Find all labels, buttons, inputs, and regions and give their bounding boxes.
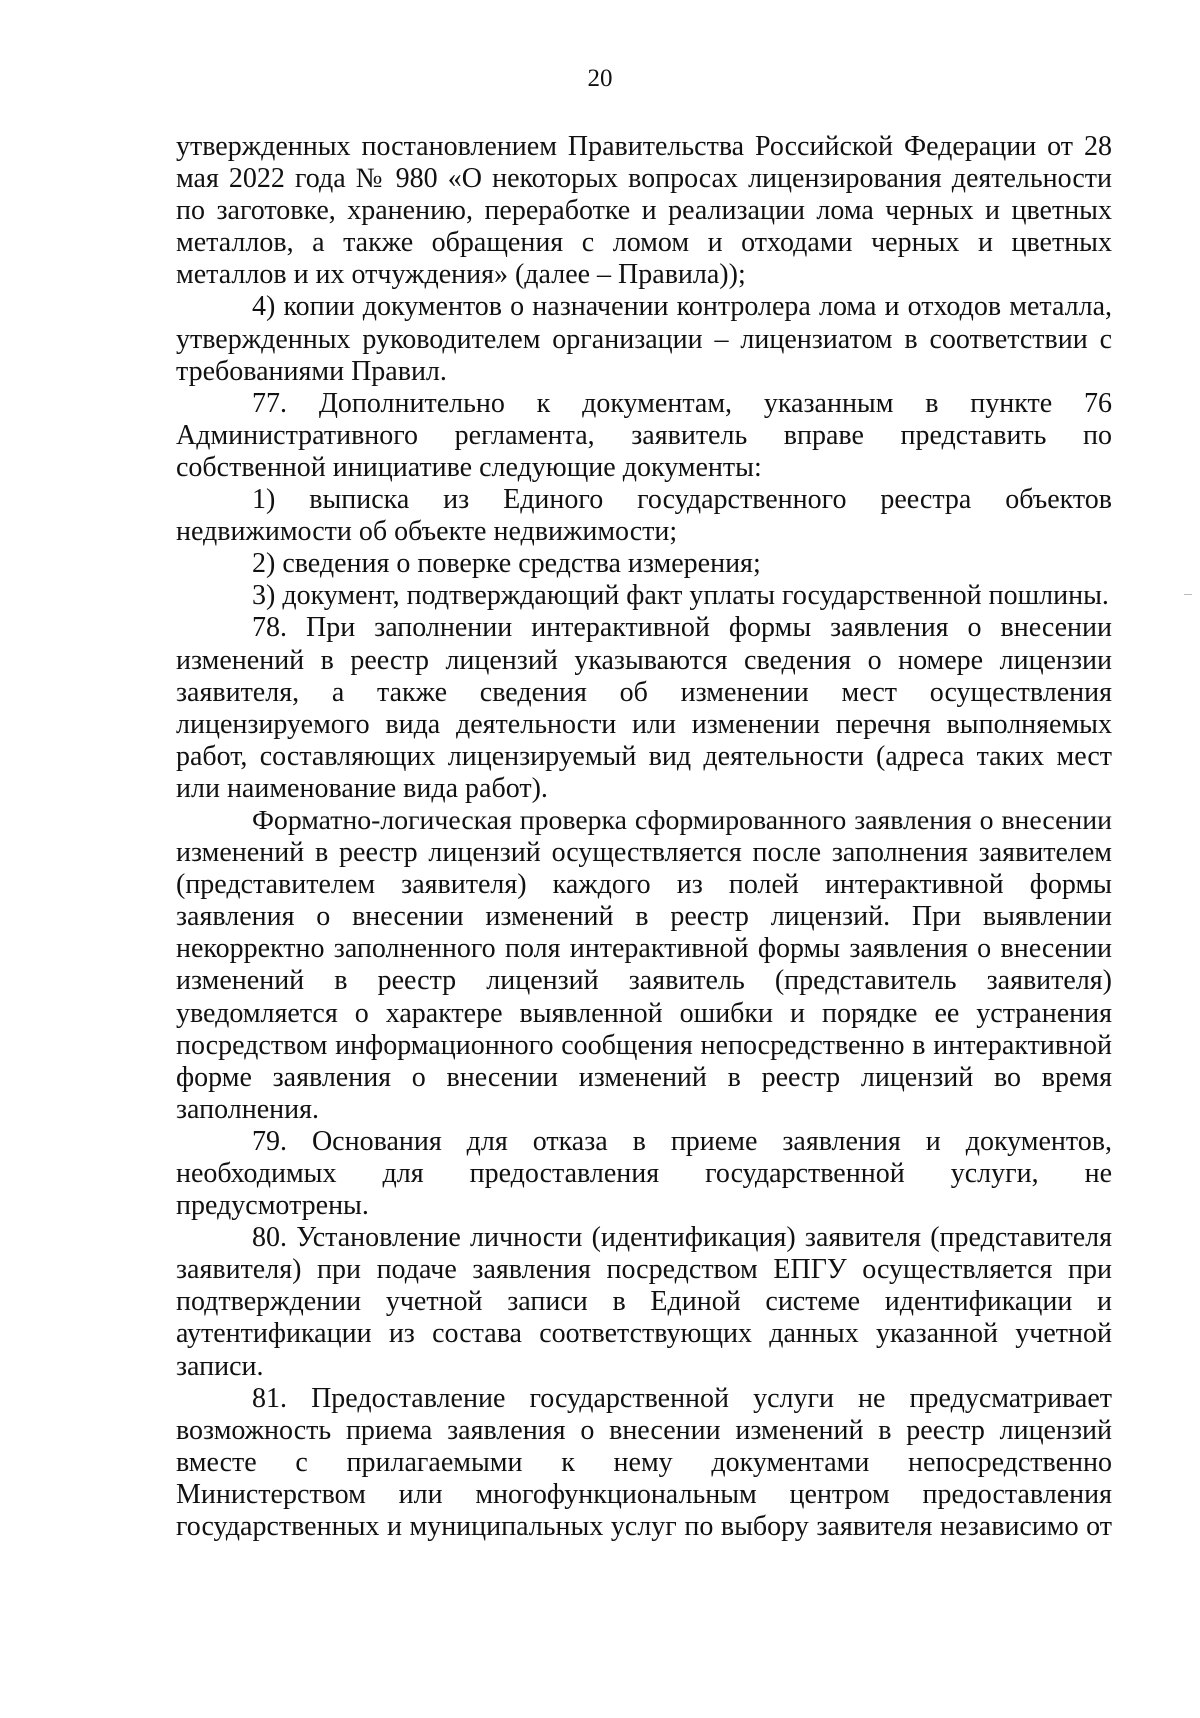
text-line: форме заявления о внесении изменений в реестр лицензий во время xyxy=(176,1061,1112,1093)
text-line: некорректно заполненного поля интерактивной формы заявления о внесении xyxy=(176,933,1112,965)
text-line: Административного регламента, заявитель вправе представить по xyxy=(176,419,1112,451)
text-line: заявления о внесении изменений в реестр лицензий. При выявлении xyxy=(176,901,1112,933)
text-line: необходимых для предоставления государственной услуги, не xyxy=(176,1158,1112,1189)
text-line: государственных и муниципальных услуг по выбору заявителя независимо от xyxy=(176,1511,1112,1543)
text-line: изменений в реестр лицензий заявитель (представитель заявителя) xyxy=(176,965,1112,997)
text-line: изменений в реестр лицензий осуществляется после заполнения заявителем xyxy=(176,837,1112,869)
text-line: заполнения. xyxy=(176,1093,319,1125)
text-line: изменений в реестр лицензий указываются сведения о номере лицензии xyxy=(176,644,1112,676)
text-line: 3) документ, подтверждающий факт уплаты государственной пошлины. xyxy=(252,580,1109,612)
document-text xyxy=(176,131,1112,1543)
text-line: возможность приема заявления о внесении изменений в реестр лицензий xyxy=(176,1414,1112,1446)
text-line: работ, составляющих лицензируемый вид деятельности (адреса таких мест xyxy=(176,740,1112,772)
text-line: записи. xyxy=(176,1350,264,1382)
text-line: аутентификации из состава соответствующих данных указанной учетной xyxy=(176,1318,1112,1350)
text-line: 78. При заполнении интерактивной формы заявления о внесении xyxy=(252,612,1112,644)
text-line: 81. Предоставление государственной услуги не предусматривает xyxy=(252,1382,1112,1414)
text-line: 80. Установление личности (идентификация) заявителя (представителя xyxy=(252,1222,1112,1254)
text-line: вместе с прилагаемыми к нему документами непосредственно xyxy=(176,1446,1112,1478)
text-line: 2) сведения о поверке средства измерения; xyxy=(252,548,761,580)
text-line: утвержденных руководителем организации – лицензиатом в соответствии с xyxy=(176,323,1112,355)
text-line: требованиями Правил. xyxy=(176,355,447,387)
text-line: металлов и их отчуждения» (далее – Правила)); xyxy=(176,259,746,291)
text-line: утвержденных постановлением Правительства Российской Федерации от 28 xyxy=(176,131,1112,162)
text-line: мая 2022 года № 980 «О некоторых вопросах лицензирования деятельности xyxy=(176,163,1112,195)
text-line: подтверждении учетной записи в Единой системе идентификации и xyxy=(176,1286,1112,1318)
text-line: собственной инициативе следующие документы: xyxy=(176,451,762,483)
text-line: или наименование вида работ). xyxy=(176,772,548,804)
text-line: 77. Дополнительно к документам, указанным в пункте 76 xyxy=(252,387,1112,419)
page-number: 20 xyxy=(587,65,613,92)
text-line: Министерством или многофункциональным центром предоставления xyxy=(176,1478,1112,1510)
text-line: заявителя) при подаче заявления посредством ЕПГУ осуществляется при xyxy=(176,1254,1112,1286)
text-line: уведомляется о характере выявленной ошибки и порядке ее устранения xyxy=(176,997,1112,1029)
text-line: заявителя, а также сведения об изменении мест осуществления xyxy=(176,676,1112,708)
text-line: 1) выписка из Единого государственного реестра объектов xyxy=(252,484,1112,516)
text-line: 79. Основания для отказа в приеме заявления и документов, xyxy=(252,1125,1112,1157)
text-line: металлов, а также обращения с ломом и отходами черных и цветных xyxy=(176,227,1112,259)
text-line: 4) копии документов о назначении контролера лома и отходов металла, xyxy=(252,291,1112,323)
scan-artifact xyxy=(1184,594,1192,595)
text-line: по заготовке, хранению, переработке и реализации лома черных и цветных xyxy=(176,195,1112,227)
text-line: (представителем заявителя) каждого из полей интерактивной формы xyxy=(176,869,1112,901)
text-line: Форматно-логическая проверка сформированного заявления о внесении xyxy=(252,804,1112,836)
text-line: лицензируемого вида деятельности или изменении перечня выполняемых xyxy=(176,708,1112,740)
text-line: предусмотрены. xyxy=(176,1190,369,1222)
text-line: посредством информационного сообщения непосредственно в интерактивной xyxy=(176,1029,1112,1061)
text-line: недвижимости об объекте недвижимости; xyxy=(176,516,678,548)
